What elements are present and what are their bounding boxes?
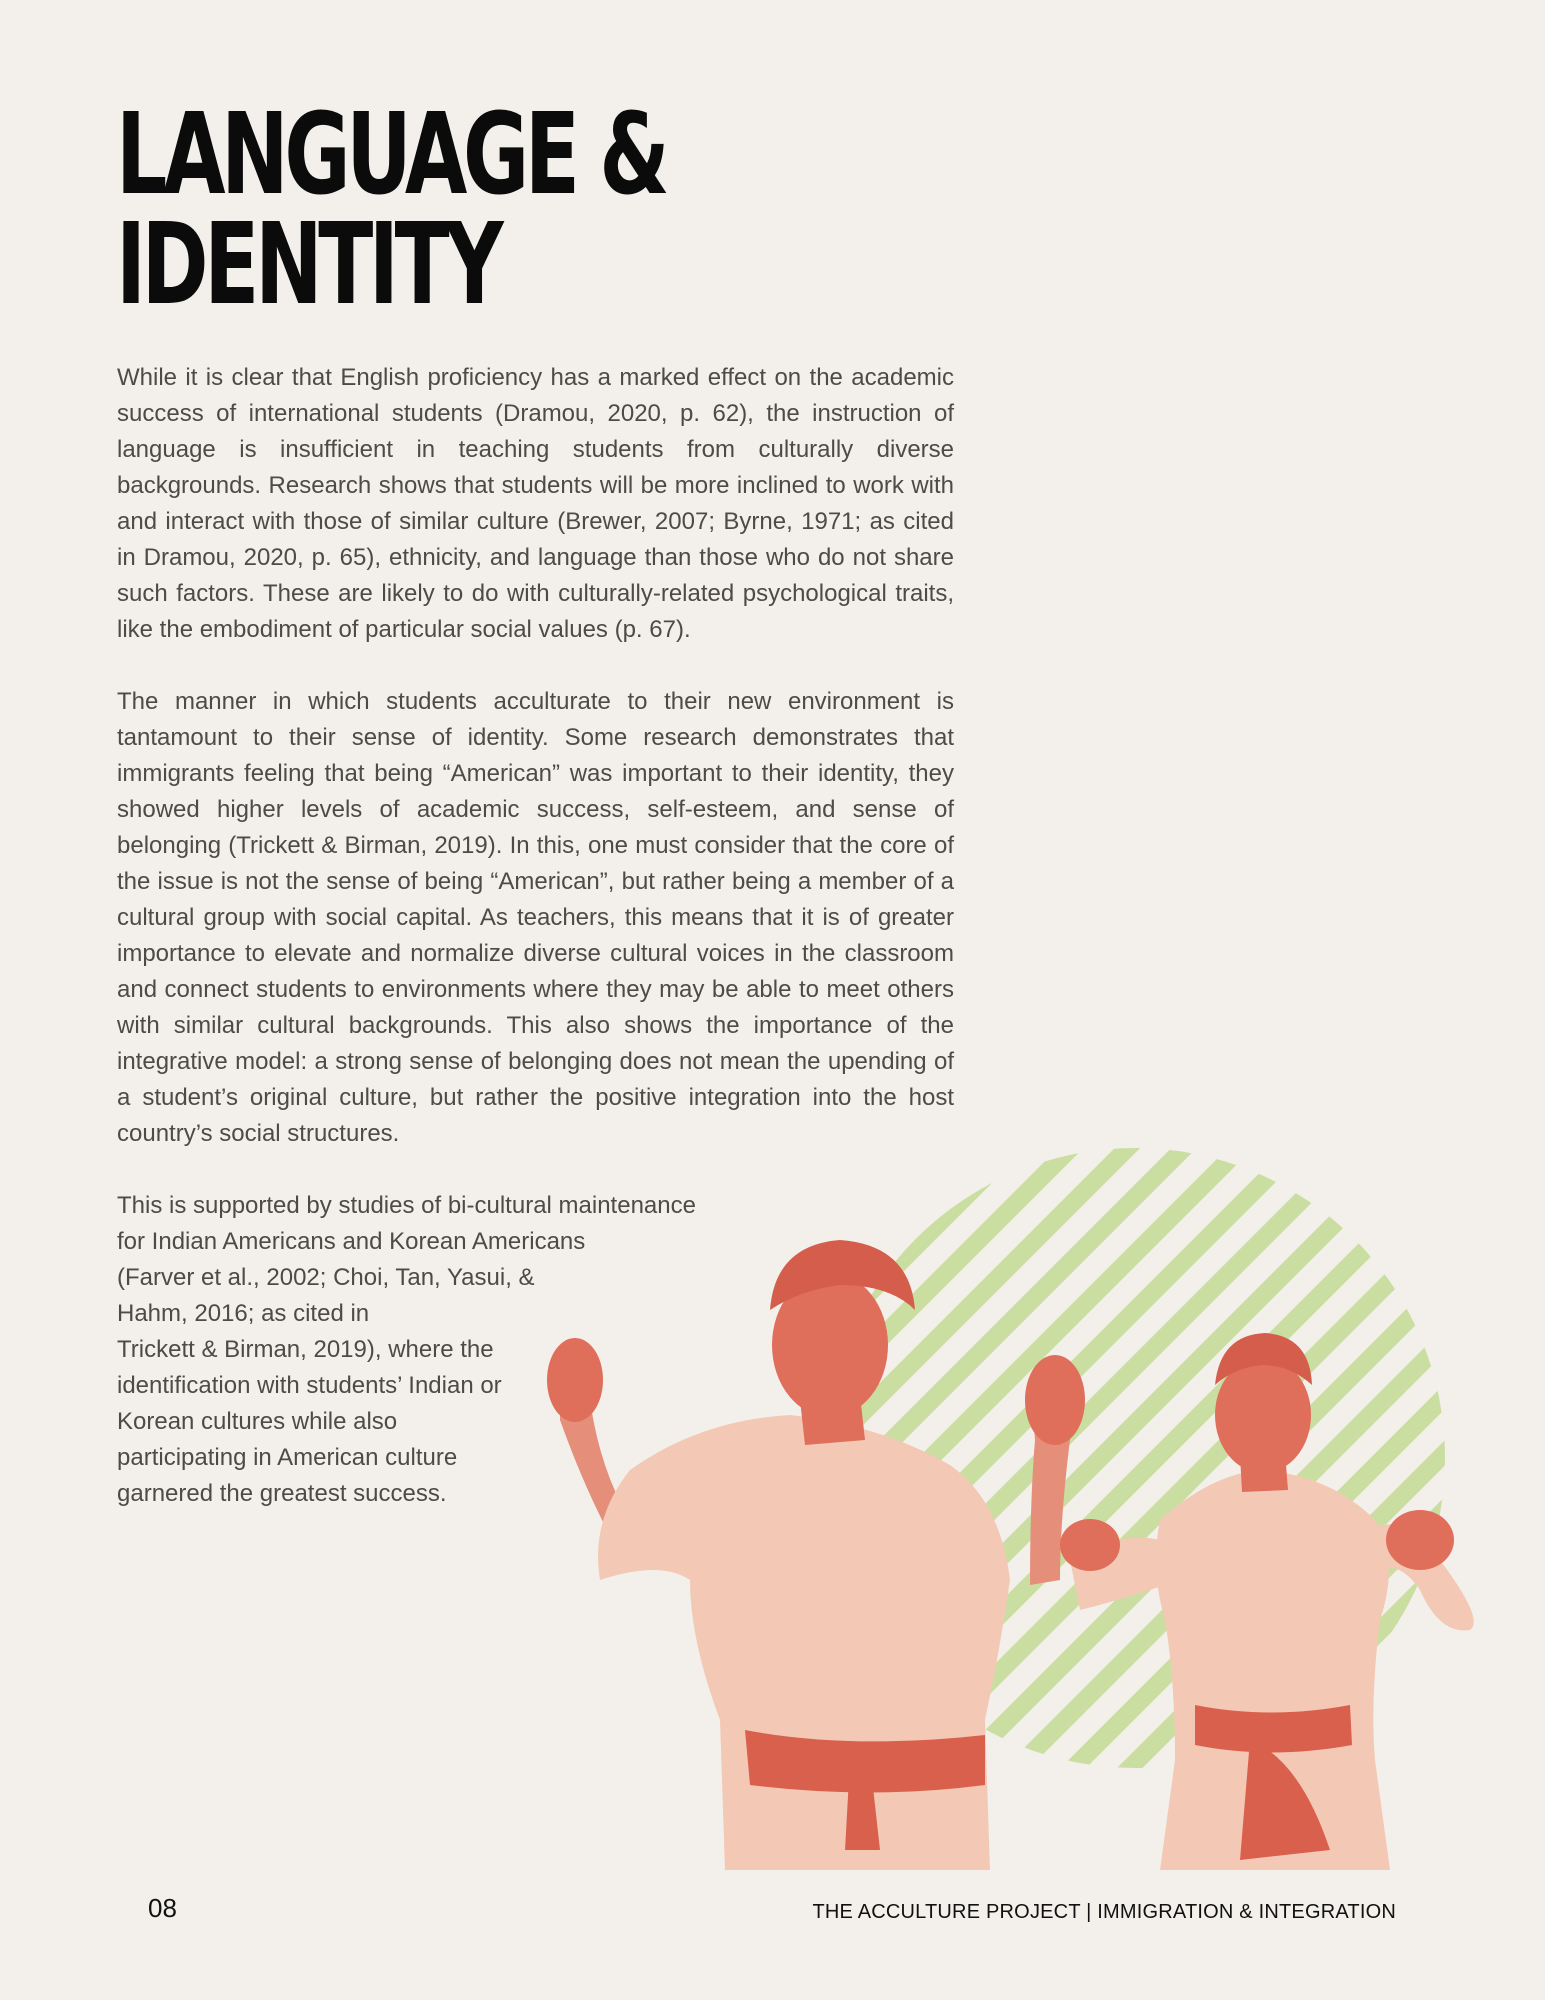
side-line: garnered the greatest success.: [117, 1480, 447, 1507]
dancers-illustration: [540, 1140, 1545, 1880]
page-title: [116, 90, 666, 330]
paragraph-1: While it is clear that English proficiency has a marked effect on the academic success of international students (Dramou, 2020, p. 62), the instruction of language is insufficient in teaching students from culturally diverse backgrounds. Research shows that students will be more inclined to work with and interact with those of similar culture (Brewer, 2007; Byrne, 1971; as cited in Dramou, 2020, p. 65), ethnicity, and language than those who do not share such factors. These are likely to do with culturally-related psychological traits, like the embodiment of particular social values (p. 67).: [117, 364, 954, 643]
side-line: Hahm, 2016; as cited in: [117, 1300, 370, 1327]
body-text: [117, 360, 954, 1152]
side-line: Korean cultures while also: [117, 1408, 398, 1435]
paragraph-2: The manner in which students acculturate to their new environment is tantamount to their sense of identity. Some research demonstrates that immigrants feeling that being “American” was important to their identity, they showed higher levels of academic success, self-esteem, and sense of belonging (Trickett & Birman, 2019). In this, one must consider that the core of the issue is not the sense of being “American”, but rather being a member of a cultural group with social capital. As teachers, this means that it is of greater importance to elevate and normalize diverse cultural voices in the classroom and connect students to environments where they may be able to meet others with similar cultural backgrounds. This also shows the importance of the integrative model: a strong sense of belonging does not mean the upending of a student’s original culture, but rather the positive integration into the host country’s social structures.: [117, 688, 954, 1147]
side-line: for Indian Americans and Korean Americans: [117, 1228, 586, 1255]
side-line: (Farver et al., 2002; Choi, Tan, Yasui, &: [117, 1264, 535, 1291]
side-line: This is supported by studies of bi-cultural maintenance: [117, 1192, 696, 1219]
title-line-1: LANGUAGE &: [116, 90, 666, 220]
side-line: identification with students’ Indian or: [117, 1372, 502, 1399]
title-line-2: IDENTITY: [116, 200, 500, 330]
page-number: 08: [148, 1893, 177, 1923]
side-line: Trickett & Birman, 2019), where the: [117, 1336, 494, 1363]
footer-label: THE ACCULTURE PROJECT | IMMIGRATION & INTEGRATION: [812, 1901, 1396, 1923]
side-line: participating in American culture: [117, 1444, 458, 1471]
